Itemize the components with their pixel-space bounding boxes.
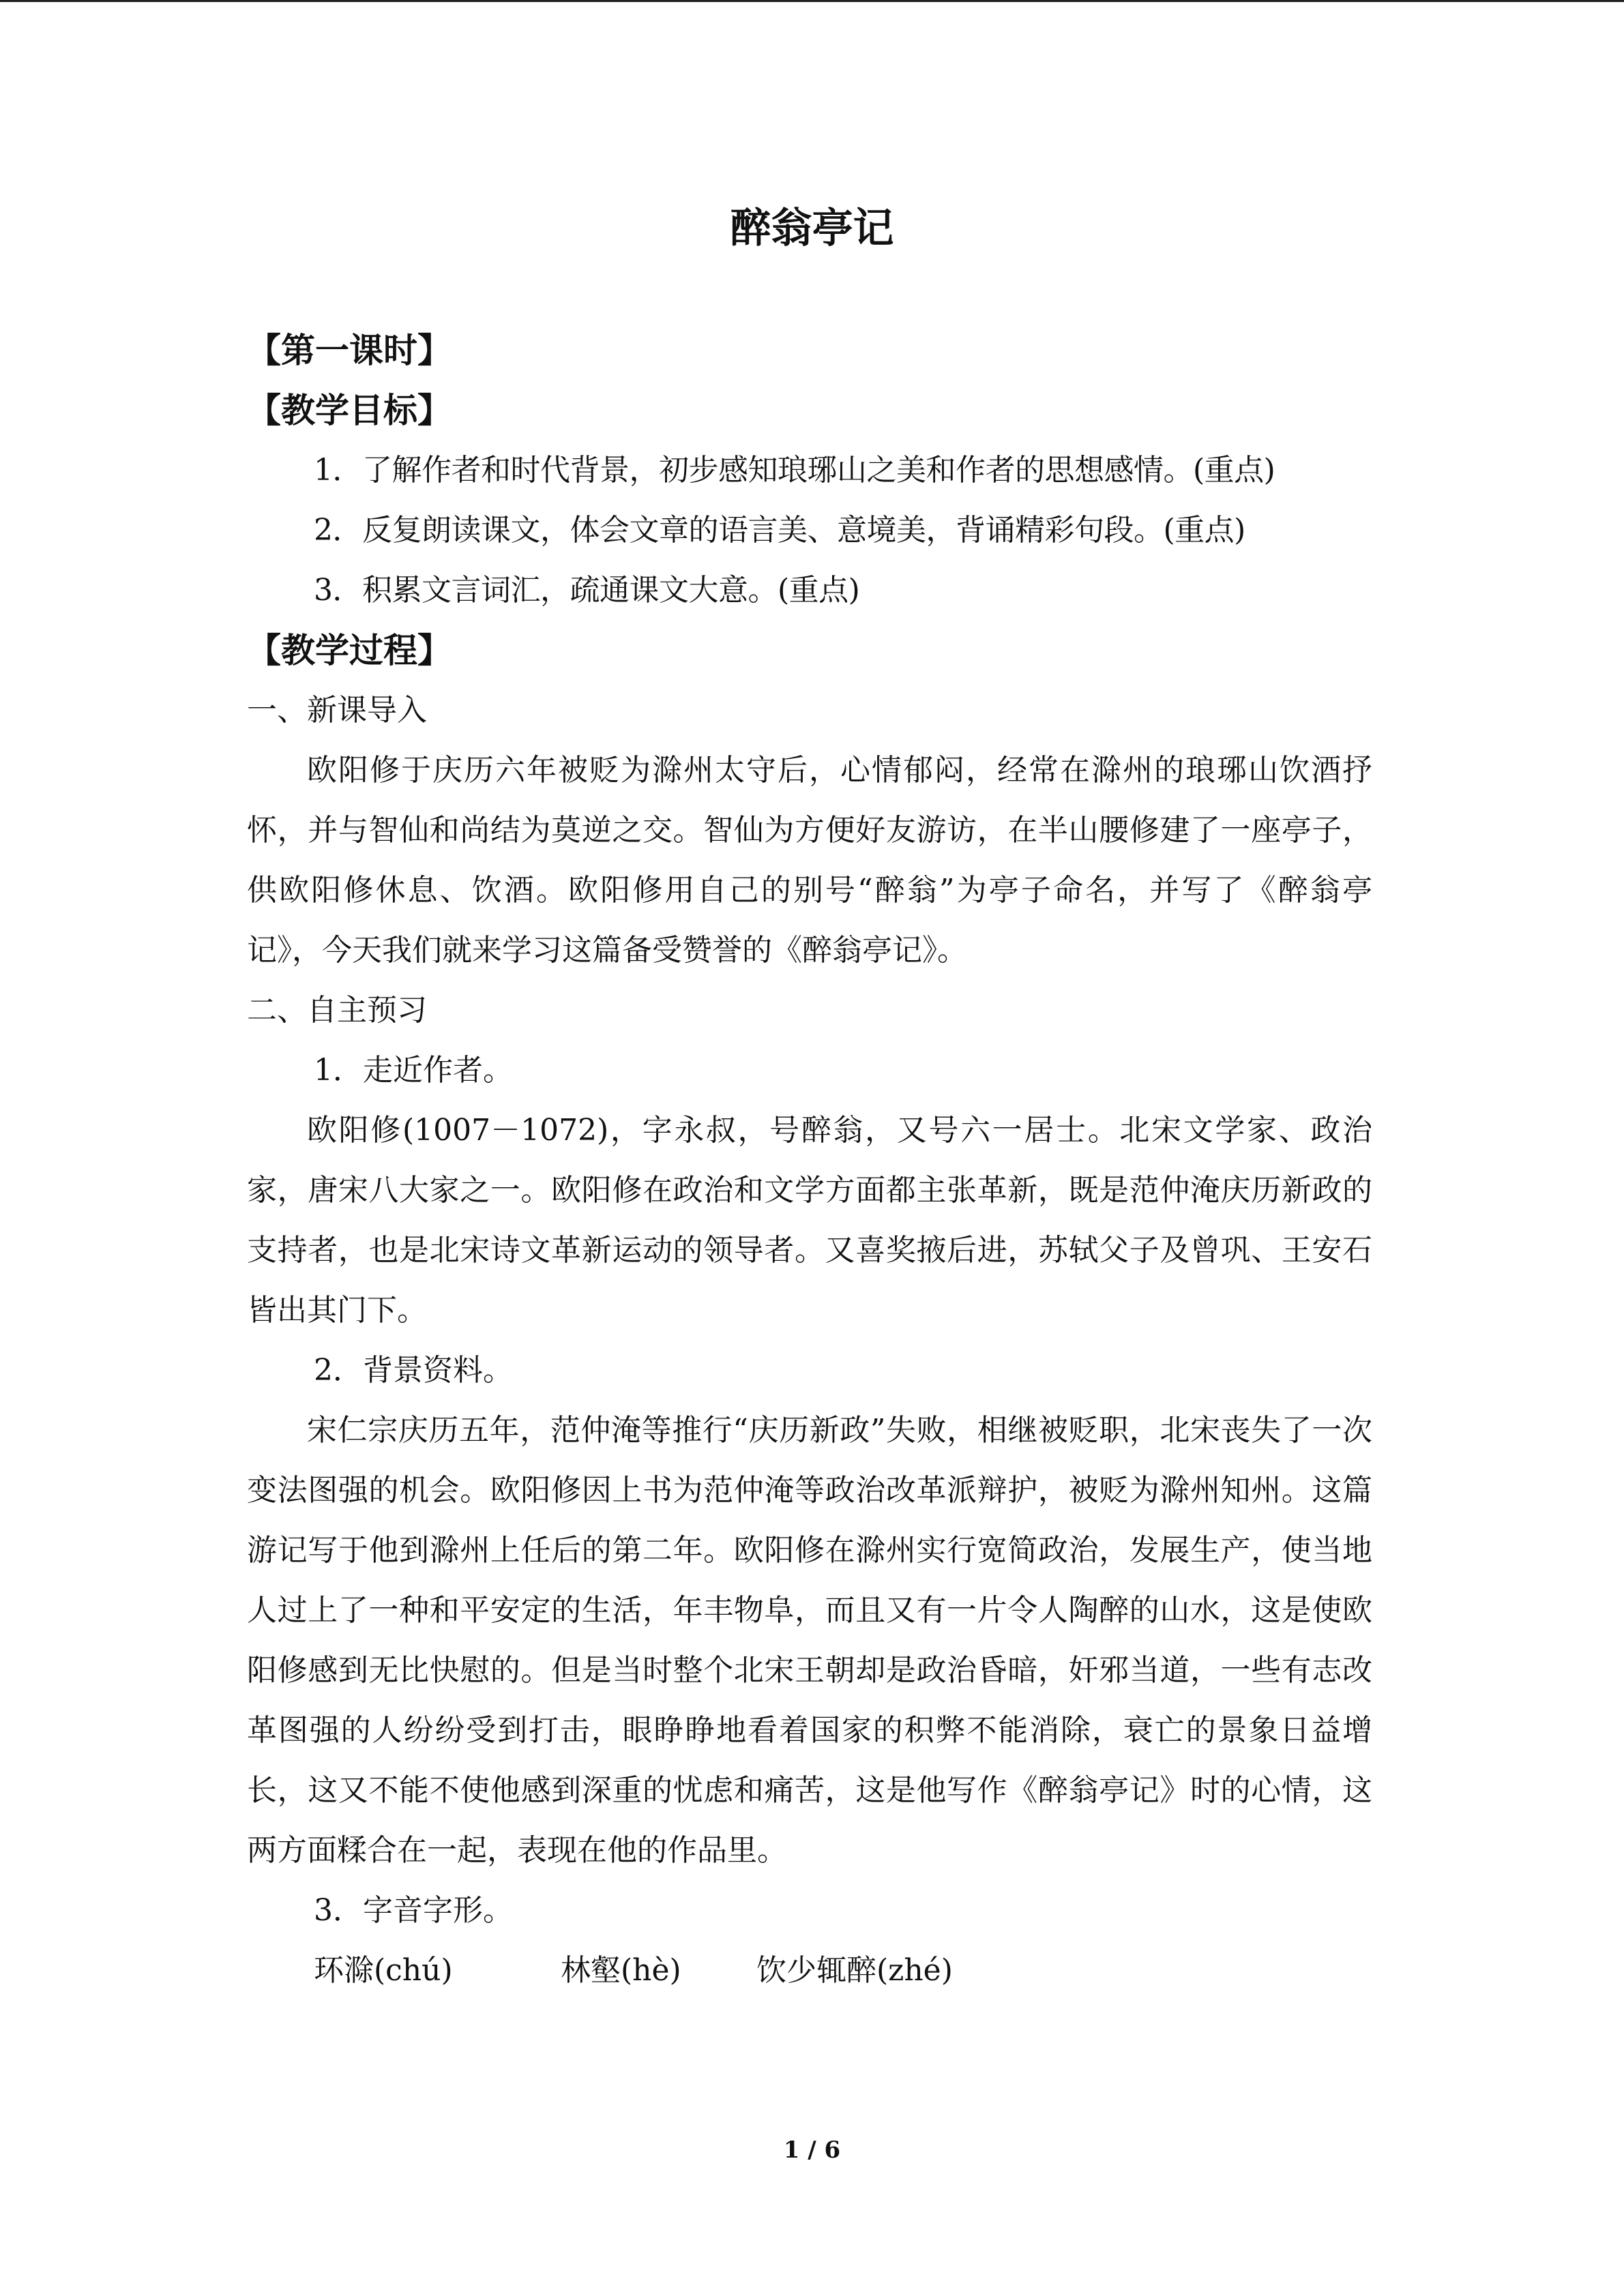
author-paragraph: 欧阳修(1007－1072)，字永叔，号醉翁，又号六一居士。北宋文学家、政治家，唐宋八大家之一。欧阳修在政治和文学方面都主张革新，既是范仲淹庆历新政的支持者，也是北宋诗文革新运动的领导者。又喜奖掖后进，苏轼父子及曾巩、王安石皆出其门下。 bbox=[247, 1113, 1372, 1328]
subsection-title-author: 1．走近作者。 bbox=[314, 1053, 513, 1088]
section-title-preview: 二、自主预习 bbox=[247, 993, 427, 1028]
background-paragraph: 宋仁宗庆历五年，范仲淹等推行“庆历新政”失败，相继被贬职，北宋丧失了一次变法图强的机会。欧阳修因上书为范仲淹等政治改革派辩护，被贬为滁州知州。这篇游记写于他到滁州上任后的第二年。欧阳修在滁州实行宽简政治，发展生产，使当地人过上了一种和平安定的生活，年丰物阜，而且又有一片令人陶醉的山水，这是使欧阳修感到无比快慰的。但是当时整个北宋王朝却是政治昏暗，奸邪当道，一些有志改革图强的人纷纷受到打击，眼睁睁地看着国家的积弊不能消除，衰亡的景象日益增长，这又不能不使他感到深重的忧虑和痛苦，这是他写作《醉翁亭记》时的心情，这两方面糅合在一起，表现在他的作品里。 bbox=[247, 1413, 1372, 1868]
lesson-heading: 【第一课时】 bbox=[247, 331, 452, 370]
objective-item: 1．了解作者和时代背景，初步感知琅琊山之美和作者的思想感情。(重点) bbox=[314, 453, 1275, 488]
document-body bbox=[247, 320, 1372, 2001]
top-border-line bbox=[0, 0, 1624, 2]
pronunciation-list bbox=[247, 1941, 1372, 2001]
objective-item: 3．积累文言词汇，疏通课文大意。(重点) bbox=[314, 573, 860, 608]
objectives-heading: 【教学目标】 bbox=[247, 391, 452, 430]
intro-paragraph: 欧阳修于庆历六年被贬为滁州太守后，心情郁闷，经常在滁州的琅琊山饮酒抒怀，并与智仙和尚结为莫逆之交。智仙为方便好友游访，在半山腰修建了一座亭子，供欧阳修休息、饮酒。欧阳修用自己的别号“醉翁”为亭子命名，并写了《醉翁亭记》，今天我们就来学习这篇备受赞誉的《醉翁亭记》。 bbox=[247, 753, 1372, 968]
pronunciation-item: 环滁(chú) bbox=[314, 1953, 453, 1988]
subsection-title-pronunciation: 3．字音字形。 bbox=[314, 1893, 513, 1928]
subsection-title-background: 2．背景资料。 bbox=[314, 1353, 513, 1388]
pronunciation-item: 饮少辄醉(zhé) bbox=[756, 1953, 953, 1988]
objective-item: 2．反复朗读课文，体会文章的语言美、意境美，背诵精彩句段。(重点) bbox=[314, 513, 1245, 548]
process-heading: 【教学过程】 bbox=[247, 631, 452, 670]
page-title: 醉翁亭记 bbox=[730, 205, 894, 252]
page-number: 1 / 6 bbox=[783, 2136, 841, 2164]
pronunciation-item: 林壑(hè) bbox=[561, 1953, 681, 1988]
section-title-intro: 一、新课导入 bbox=[247, 693, 427, 728]
